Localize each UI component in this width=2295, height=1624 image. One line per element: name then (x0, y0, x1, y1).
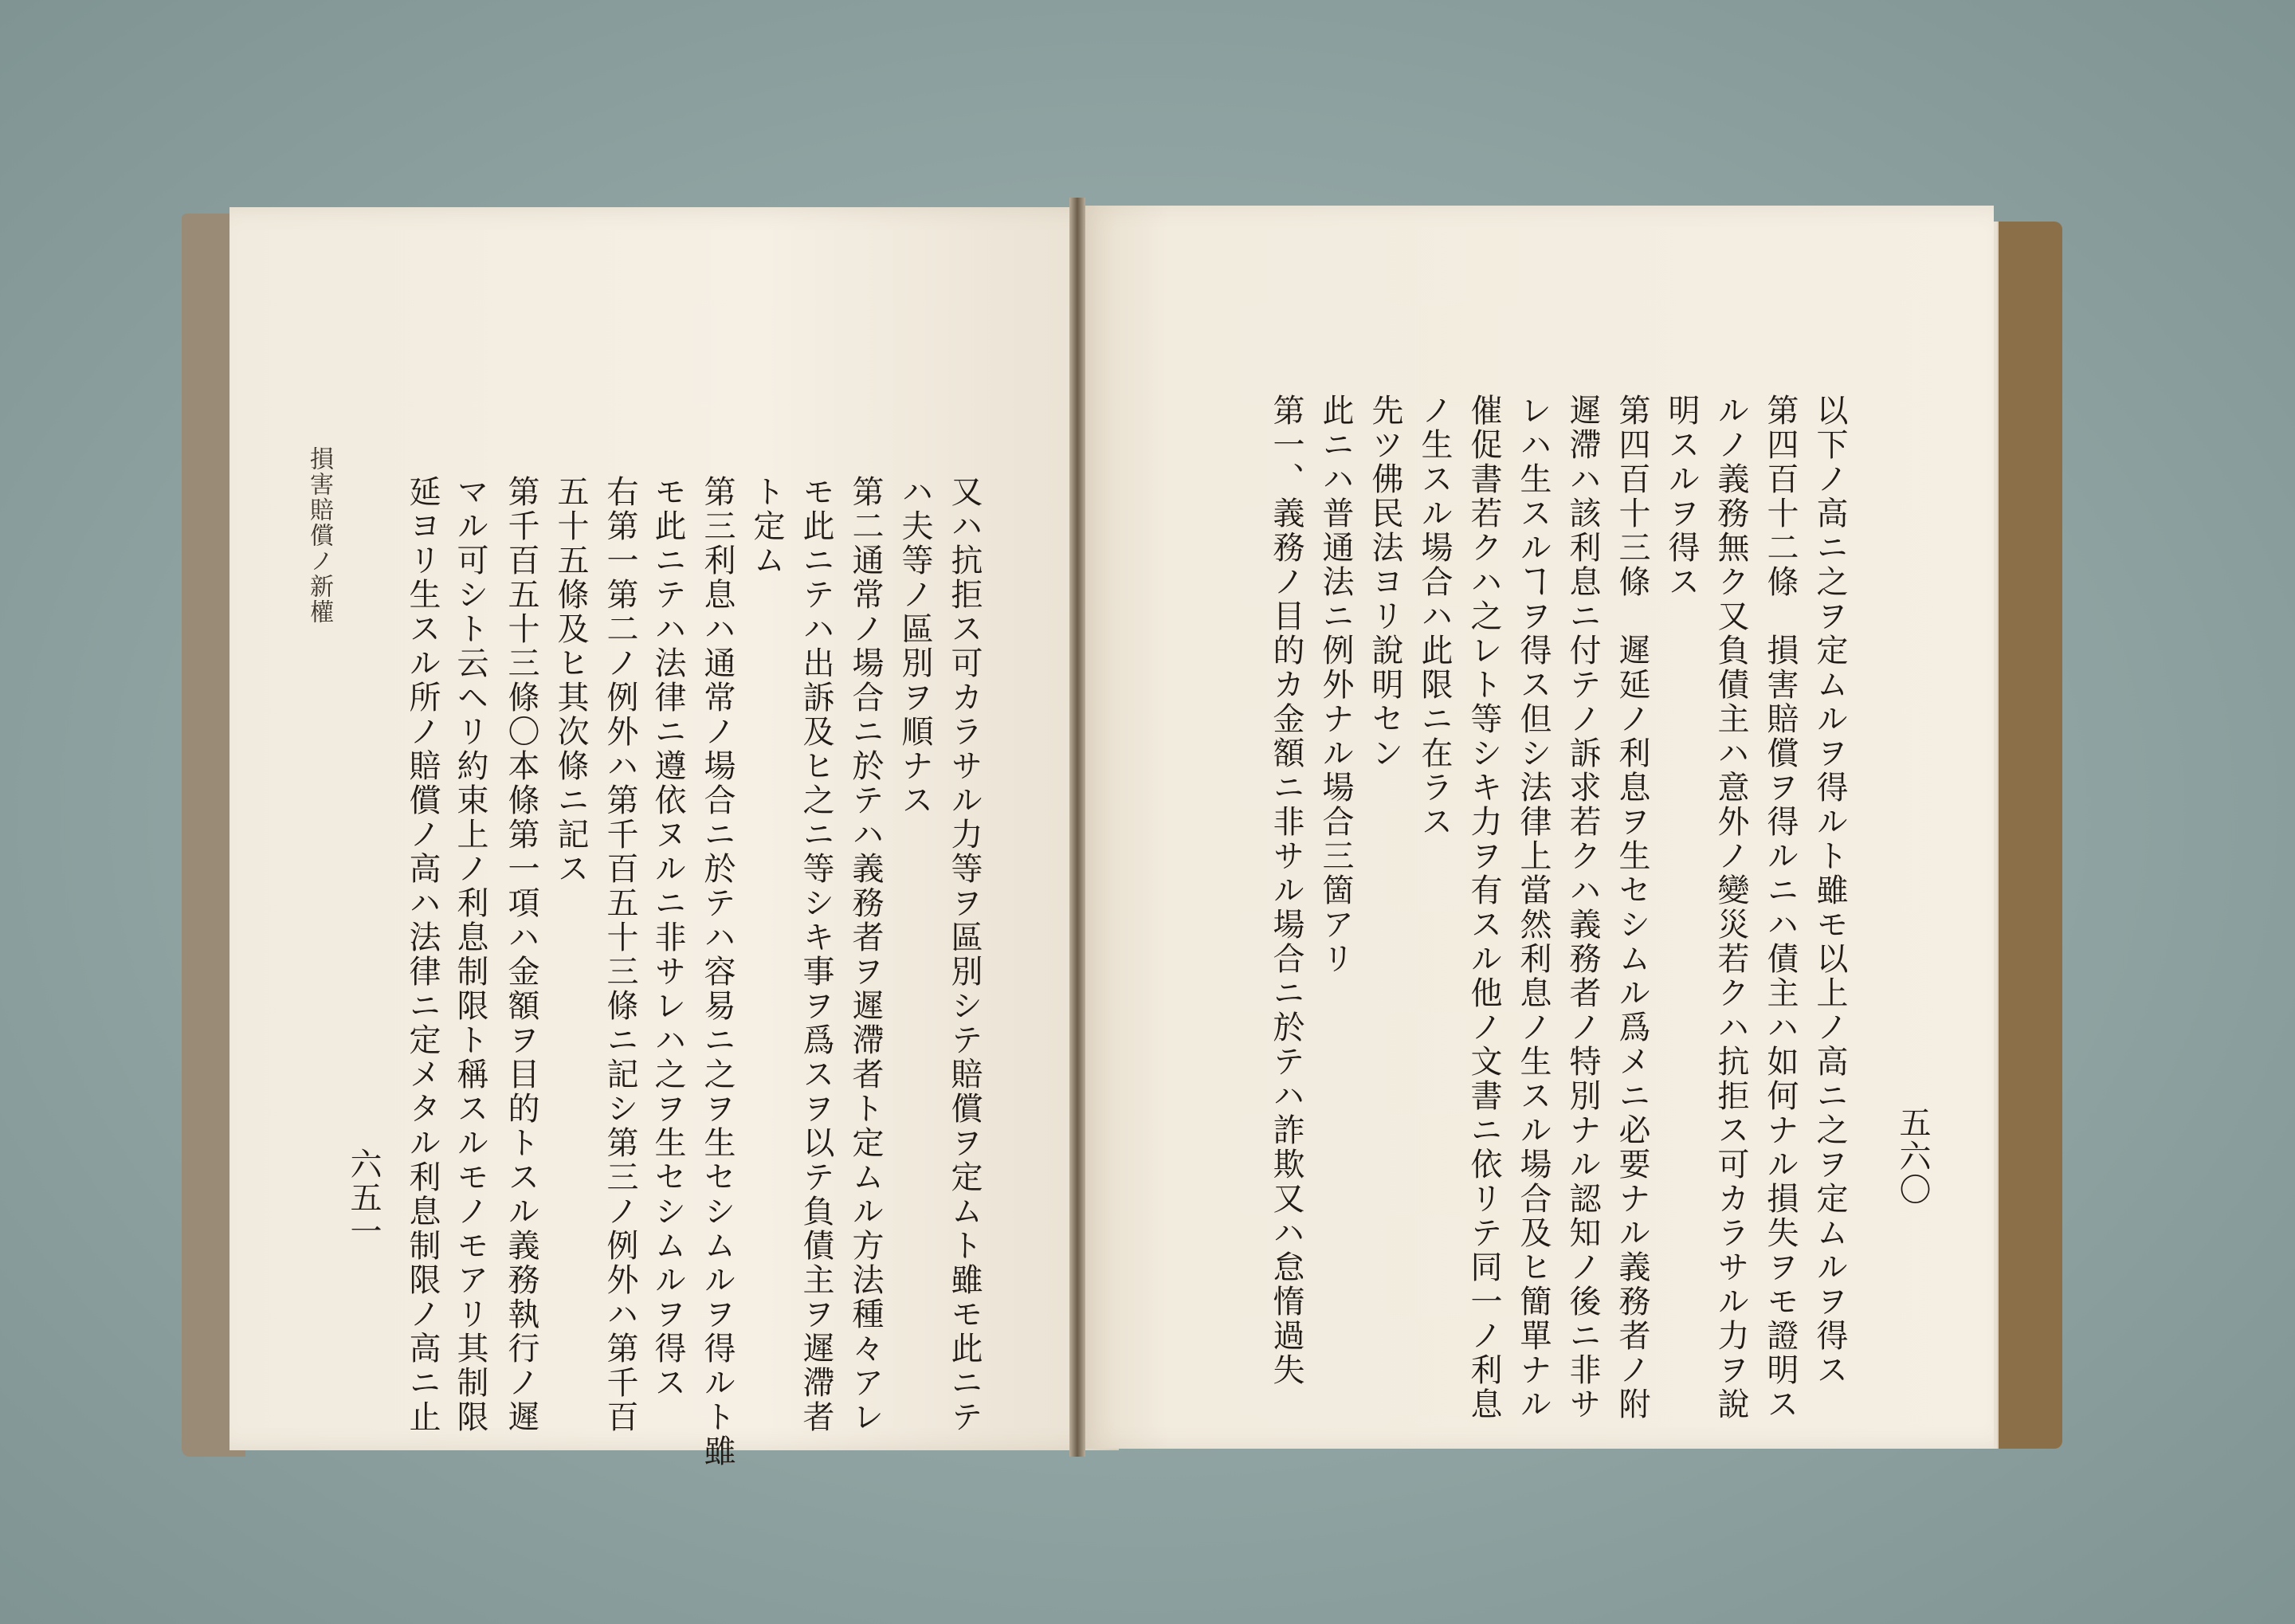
page-number-right: 五六〇 (1894, 1106, 1931, 1206)
book-cover-right (1999, 222, 2062, 1449)
text-line: モ此ニテハ法律ニ遵依ヌルニ非サレハ之ヲ生セシムルヲ得ス (649, 475, 686, 1400)
text-line: 此ニハ普通法ニ例外ナル場合三箇アリ (1317, 394, 1354, 976)
text-line: ト定ム (748, 475, 785, 578)
page-number-left: 六五一 (345, 1147, 382, 1248)
text-line: 第千百五十三條〇本條第一項ハ金額ヲ目的トスル義務執行ノ遲 (503, 475, 539, 1434)
text-line: ルノ義務無ク又負債主ハ意外ノ變災若クハ抗拒ス可カラサル力ヲ說 (1712, 394, 1749, 1422)
text-line: 催促書若クハ之レト等シキ力ヲ有スル他ノ文書ニ依リテ同一ノ利息 (1465, 394, 1502, 1422)
text-line: 五十五條及ヒ其次條ニ記ス (552, 475, 589, 886)
text-line: 第二通常ノ場合ニ於テハ義務者ヲ遲滯者ト定ムル方法種々アレ (847, 475, 884, 1434)
text-line: 第三利息ハ通常ノ場合ニ於テハ容易ニ之ヲ生セシムルヲ得ルト雖 (699, 475, 736, 1469)
text-line: 先ツ佛民法ヨリ說明セン (1367, 394, 1403, 771)
text-line: 以下ノ高ニ之ヲ定ムルヲ得ルト雖モ以上ノ高ニ之ヲ定ムルヲ得ス (1811, 394, 1848, 1387)
text-line: 第四百十三條 遲延ノ利息ヲ生セシムル爲メニ必要ナル義務者ノ附 (1614, 394, 1650, 1422)
text-line: レハ生スルヿヲ得ス但シ法律上當然利息ノ生スル場合及ヒ簡單ナル (1515, 394, 1552, 1422)
text-line: 右第一第二ノ例外ハ第千百五十三條ニ記シ第三ノ例外ハ第千百 (602, 475, 638, 1434)
right-page (1077, 206, 1994, 1449)
text-line: 遲滯ハ該利息ニ付テノ訴求若クハ義務者ノ特別ナル認知ノ後ニ非サ (1564, 394, 1601, 1422)
text-line: ノ生スル場合ハ此限ニ在ラス (1416, 394, 1453, 839)
running-title: 損害賠償ノ新權 (305, 446, 333, 625)
text-line: 第一、義務ノ目的カ金額ニ非サル場合ニ於テハ詐欺又ハ怠惰過失 (1268, 394, 1304, 1387)
text-line: 第四百十二條 損害賠償ヲ得ルニハ債主ハ如何ナル損失ヲモ證明ス (1762, 394, 1799, 1422)
open-book (182, 198, 2062, 1473)
text-line: 明スルヲ得ス (1663, 394, 1700, 599)
book-spine (1069, 198, 1085, 1457)
text-line: モ此ニテハ出訴及ヒ之ニ等シキ事ヲ爲スヲ以テ負債主ヲ遲滯者 (798, 475, 834, 1434)
text-line: 延ヨリ生スル所ノ賠償ノ高ハ法律ニ定メタル利息制限ノ高ニ止 (404, 475, 441, 1434)
text-line: ハ夫等ノ區別ヲ順ナス (896, 475, 933, 818)
left-page (230, 207, 1119, 1469)
text-line: 又ハ抗拒ス可カラサル力等ヲ區別シテ賠償ヲ定ムト雖モ此ニテ (946, 475, 983, 1434)
text-line: マル可シト云ヘリ約束上ノ利息制限ト稱スルモノモアリ其制限 (452, 475, 488, 1434)
